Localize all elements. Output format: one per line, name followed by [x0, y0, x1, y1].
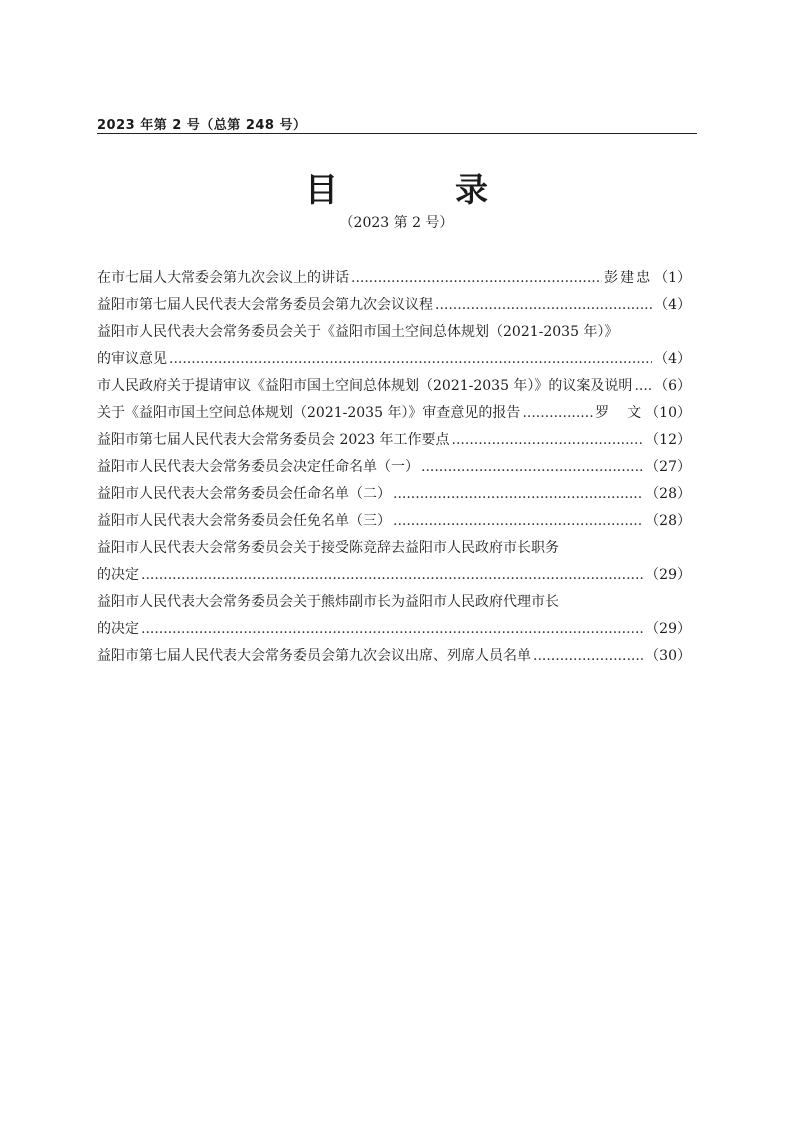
toc-entry-title: 益阳市人民代表大会常务委员会关于熊炜副市长为益阳市人民政府代理市长	[97, 594, 559, 610]
toc-entry-page: （30）	[645, 648, 691, 664]
toc-entry[interactable]	[97, 643, 691, 670]
toc-entry-title-tail: 的决定	[97, 567, 139, 583]
toc-entry[interactable]	[97, 319, 691, 373]
header-rule	[97, 133, 697, 134]
toc-entry-page: （28）	[645, 486, 691, 502]
toc-entry-page: （27）	[645, 459, 691, 475]
toc-leader-dots	[435, 292, 652, 319]
toc-entry-title: 关于《益阳市国土空间总体规划（2021-2035 年）》审查意见的报告	[97, 405, 521, 421]
toc-leader-dots	[452, 427, 644, 454]
toc-entry[interactable]	[97, 292, 691, 319]
toc-entry-page: （10）	[645, 405, 691, 421]
toc-entry[interactable]	[97, 373, 691, 400]
toc-entry-page: （1）	[654, 270, 691, 286]
toc-entry[interactable]	[97, 427, 691, 454]
table-of-contents	[97, 265, 691, 670]
toc-leader-dots	[421, 454, 643, 481]
toc-entry-title: 益阳市第七届人民代表大会常务委员会 2023 年工作要点	[97, 432, 450, 448]
toc-entry[interactable]	[97, 508, 691, 535]
toc-leader-dots	[141, 616, 643, 643]
toc-leader-dots	[351, 265, 602, 292]
toc-entry-page: （6）	[654, 378, 691, 394]
issue-header: 2023 年第 2 号（总第 248 号）	[97, 118, 307, 133]
toc-leader-dots	[522, 400, 593, 427]
toc-entry-title: 益阳市人民代表大会常务委员会决定任命名单（一）	[97, 459, 419, 475]
page-subtitle: （2023 第 2 号）	[339, 215, 454, 231]
toc-entry-title: 在市七届人大常委会第九次会议上的讲话	[97, 270, 349, 286]
toc-entry-author: 彭建忠	[604, 270, 653, 286]
toc-entry-title-tail: 的审议意见	[97, 351, 167, 367]
toc-entry[interactable]	[97, 400, 691, 427]
page-title: 目 录	[305, 170, 530, 209]
toc-entry-title: 益阳市人民代表大会常务委员会关于接受陈竞辞去益阳市人民政府市长职务	[97, 540, 559, 556]
toc-entry[interactable]	[97, 454, 691, 481]
toc-entry-title: 益阳市人民代表大会常务委员会任免名单（三）	[97, 513, 391, 529]
toc-entry-title: 益阳市人民代表大会常务委员会任命名单（二）	[97, 486, 391, 502]
toc-entry-page: （29）	[645, 621, 691, 637]
toc-entry-title-tail: 的决定	[97, 621, 139, 637]
toc-leader-dots	[634, 373, 652, 400]
toc-entry-title: 益阳市第七届人民代表大会常务委员会第九次会议议程	[97, 297, 433, 313]
toc-entry[interactable]	[97, 589, 691, 643]
toc-leader-dots	[169, 346, 652, 373]
toc-entry-page: （29）	[645, 567, 691, 583]
toc-leader-dots	[141, 562, 643, 589]
toc-entry[interactable]	[97, 481, 691, 508]
toc-entry-page: （12）	[645, 432, 691, 448]
toc-entry-author: 罗 文	[595, 405, 644, 421]
toc-entry-page: （4）	[654, 297, 691, 313]
toc-entry-title: 益阳市第七届人民代表大会常务委员会第九次会议出席、列席人员名单	[97, 648, 531, 664]
toc-leader-dots	[533, 643, 643, 670]
toc-entry-page: （28）	[645, 513, 691, 529]
toc-entry-title: 市人民政府关于提请审议《益阳市国土空间总体规划（2021-2035 年）》的议案及说明	[97, 378, 633, 394]
toc-entry[interactable]	[97, 535, 691, 589]
toc-entry-page: （4）	[654, 351, 691, 367]
toc-entry[interactable]	[97, 265, 691, 292]
toc-leader-dots	[393, 481, 643, 508]
toc-entry-title: 益阳市人民代表大会常务委员会关于《益阳市国土空间总体规划（2021-2035 年）》	[97, 324, 619, 340]
toc-leader-dots	[393, 508, 643, 535]
